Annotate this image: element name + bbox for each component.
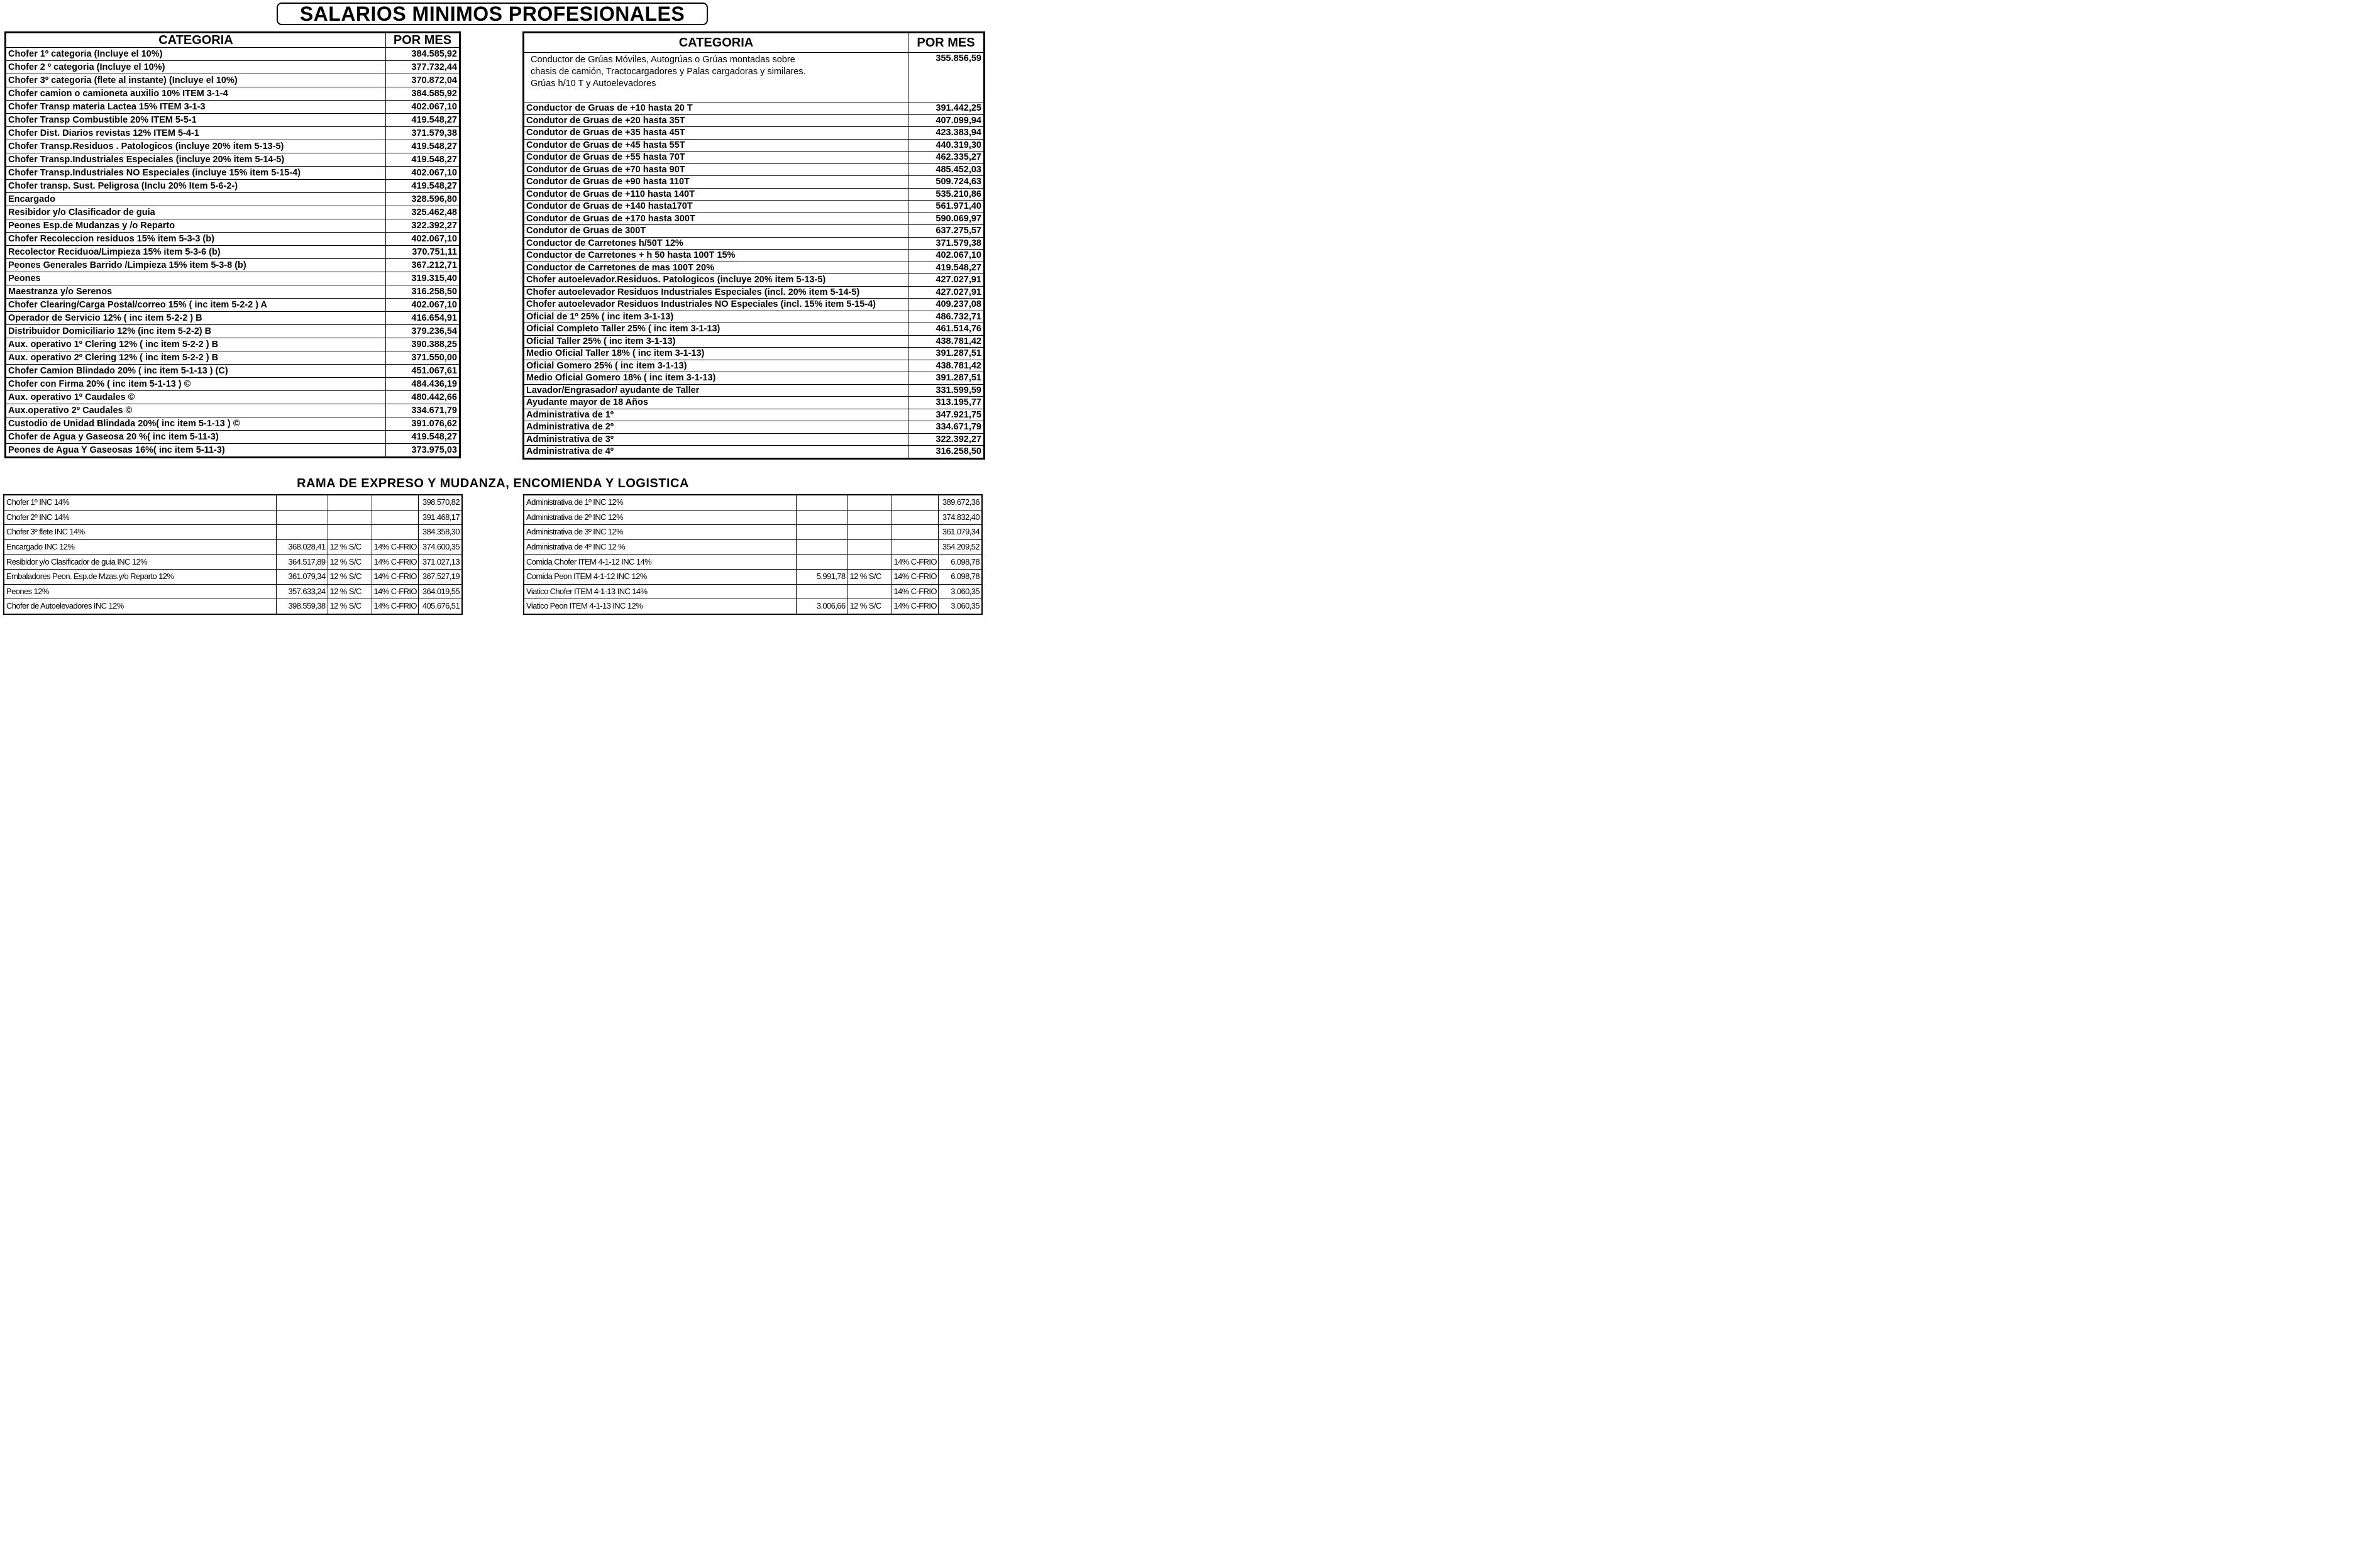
- salary-cell: 371.550,00: [386, 351, 460, 365]
- category-cell: Peones de Agua Y Gaseosas 16%( inc item 5-11-3): [6, 444, 386, 458]
- table-row: [524, 152, 985, 164]
- table-row: [524, 127, 985, 140]
- category-cell: Condutor de Gruas de +170 hasta 300T: [524, 213, 908, 225]
- table-row: [6, 101, 460, 114]
- table-row: [6, 444, 460, 458]
- per-month-header: POR MES: [386, 33, 460, 48]
- category-cell: Condutor de Gruas de +55 hasta 70T: [524, 152, 908, 164]
- salary-cell: 484.436,19: [386, 378, 460, 391]
- salary-cell: 485.452,03: [908, 163, 985, 176]
- salary-cell: 391.076,62: [386, 417, 460, 431]
- base-value-cell: 357.633,24: [276, 584, 328, 599]
- sc-percent-cell: [847, 539, 892, 555]
- cfrio-percent-cell: [892, 525, 938, 540]
- salary-cell: 402.067,10: [386, 101, 460, 114]
- sc-percent-cell: 12 % S/C: [328, 599, 372, 614]
- table-row: [6, 114, 460, 127]
- sc-percent-cell: [847, 510, 892, 525]
- salary-cell: 328.596,80: [386, 193, 460, 206]
- table-row: [524, 311, 985, 323]
- category-cell: Administrativa de 1º INC 12%: [524, 495, 796, 510]
- base-value-cell: 398.559,38: [276, 599, 328, 614]
- category-cell: Administrativa de 2º: [524, 421, 908, 434]
- table-row: [6, 338, 460, 351]
- category-cell: Chofer de Autoelevadores INC 12%: [4, 599, 276, 614]
- table-row: [6, 140, 460, 153]
- table-row: [4, 539, 462, 555]
- section-subtitle: RAMA DE EXPRESO Y MUDANZA, ENCOMIENDA Y LOGISTICA: [297, 477, 689, 490]
- category-cell: Condutor de Gruas de +35 hasta 45T: [524, 127, 908, 140]
- salary-cell: 367.527,19: [418, 569, 462, 584]
- table-row: [524, 299, 985, 311]
- salary-cell: 402.067,10: [908, 250, 985, 262]
- category-cell: Chofer autoelevador Residuos Industriales NO Especiales (incl. 15% item 5-15-4): [524, 299, 908, 311]
- salary-cell: 6.098,78: [938, 569, 982, 584]
- sc-percent-cell: 12 % S/C: [847, 599, 892, 614]
- salary-cell: 419.548,27: [386, 431, 460, 444]
- category-cell: Maestranza y/o Serenos: [6, 285, 386, 299]
- salary-cell: 331.599,59: [908, 384, 985, 397]
- category-cell: Comida Chofer ITEM 4-1-12 INC 14%: [524, 555, 796, 570]
- table-row: [6, 219, 460, 233]
- salary-cell: 637.275,57: [908, 225, 985, 238]
- table-row: [524, 176, 985, 189]
- category-cell: Aux. operativo 2º Clering 12% ( inc item 5-2-2 ) B: [6, 351, 386, 365]
- category-cell: Chofer 1º INC 14%: [4, 495, 276, 510]
- cfrio-percent-cell: 14% C-FRIO: [892, 555, 938, 570]
- table-row: [524, 539, 982, 555]
- table-row: [6, 167, 460, 180]
- table-row: [524, 525, 982, 540]
- table-row: [4, 599, 462, 614]
- table-row: [6, 391, 460, 404]
- table-row: [524, 188, 985, 201]
- category-cell: Conductor de Gruas de +10 hasta 20 T: [524, 102, 908, 115]
- base-value-cell: [796, 555, 847, 570]
- category-cell: Chofer transp. Sust. Peligrosa (Inclu 20% Item 5-6-2-): [6, 180, 386, 193]
- category-cell: Operador de Servicio 12% ( inc item 5-2-2 ) B: [6, 312, 386, 325]
- salary-cell: 423.383,94: [908, 127, 985, 140]
- category-cell: Recolector Reciduoa/Limpieza 15% item 5-3-6 (b): [6, 246, 386, 259]
- table-row: [6, 74, 460, 87]
- category-cell: Oficial Taller 25% ( inc item 3-1-13): [524, 335, 908, 348]
- per-month-header: POR MES: [908, 33, 985, 53]
- salary-cell: 438.781,42: [908, 360, 985, 372]
- table-row: [6, 431, 460, 444]
- cfrio-percent-cell: 14% C-FRIO: [892, 569, 938, 584]
- sc-percent-cell: [847, 555, 892, 570]
- crane-description-value: 355.856,59: [908, 53, 985, 102]
- category-cell: Condutor de Gruas de +20 hasta 35T: [524, 114, 908, 127]
- table-row: [6, 246, 460, 259]
- category-cell: Chofer autoelevador Residuos Industriales Especiales (incl. 20% item 5-14-5): [524, 286, 908, 299]
- base-value-cell: [276, 510, 328, 525]
- table-row: [524, 397, 985, 409]
- base-value-cell: [276, 525, 328, 540]
- table-row: [524, 286, 985, 299]
- category-cell: Ayudante mayor de 18 Años: [524, 397, 908, 409]
- salary-cell: 373.975,03: [386, 444, 460, 458]
- salary-cell: 371.027,13: [418, 555, 462, 570]
- table-row: [4, 495, 462, 510]
- salary-cell: 402.067,10: [386, 233, 460, 246]
- salary-cell: 371.579,38: [908, 237, 985, 250]
- table-row: [524, 446, 985, 459]
- category-cell: Chofer Transp.Industriales NO Especiales (incluye 15% item 5-15-4): [6, 167, 386, 180]
- table-row: [524, 201, 985, 213]
- category-cell: Medio Oficial Gomero 18% ( inc item 3-1-13): [524, 372, 908, 385]
- salary-cell: 391.468,17: [418, 510, 462, 525]
- category-cell: Chofer 3º flete INC 14%: [4, 525, 276, 540]
- table-row: [4, 569, 462, 584]
- table-row: [524, 250, 985, 262]
- table-row: [524, 213, 985, 225]
- base-value-cell: 5.991,78: [796, 569, 847, 584]
- salary-cell: 419.548,27: [386, 180, 460, 193]
- crane-description: Conductor de Grúas Móviles, Autogrúas o Grúas montadas sobre chasis de camión, Tractocargadores y Palas cargadoras y similares. Grúas h/10 T y Autoelevadores: [524, 53, 908, 102]
- table-row: [524, 262, 985, 274]
- table-row: [6, 325, 460, 338]
- table-row: [524, 237, 985, 250]
- sc-percent-cell: [328, 495, 372, 510]
- salary-cell: 419.548,27: [386, 140, 460, 153]
- salary-cell: 361.079,34: [938, 525, 982, 540]
- base-value-cell: [796, 495, 847, 510]
- category-cell: Aux. operativo 1º Clering 12% ( inc item 5-2-2 ) B: [6, 338, 386, 351]
- table-row: [524, 555, 982, 570]
- table-row: [524, 102, 985, 115]
- cfrio-percent-cell: 14% C-FRIO: [372, 555, 418, 570]
- salary-cell: 371.579,38: [386, 127, 460, 140]
- sc-percent-cell: [847, 525, 892, 540]
- table-row: [524, 348, 985, 360]
- sc-percent-cell: 12 % S/C: [328, 569, 372, 584]
- category-cell: Administrativa de 1º: [524, 409, 908, 421]
- category-cell: Peones 12%: [4, 584, 276, 599]
- category-cell: Aux. operativo 1º Caudales ©: [6, 391, 386, 404]
- category-cell: Chofer Camion Blindado 20% ( inc item 5-1-13 ) (C): [6, 365, 386, 378]
- salary-cell: 419.548,27: [908, 262, 985, 274]
- table-row: [6, 193, 460, 206]
- category-cell: Chofer Transp.Industriales Especiales (incluye 20% item 5-14-5): [6, 153, 386, 167]
- salary-cell: 347.921,75: [908, 409, 985, 421]
- salary-cell: 390.388,25: [386, 338, 460, 351]
- left-salary-table: [4, 31, 461, 458]
- sc-percent-cell: 12 % S/C: [847, 569, 892, 584]
- category-cell: Administrativa de 4º: [524, 446, 908, 459]
- category-cell: Encargado: [6, 193, 386, 206]
- category-cell: Resibidor y/o Clasificador de guia: [6, 206, 386, 219]
- salary-cell: 405.676,51: [418, 599, 462, 614]
- category-cell: Chofer 1º categoria (Incluye el 10%): [6, 48, 386, 61]
- salary-cell: 370.751,11: [386, 246, 460, 259]
- table-row: [524, 225, 985, 238]
- category-cell: Chofer 3º categoria (flete al instante) (Incluye el 10%): [6, 74, 386, 87]
- salary-cell: 427.027,91: [908, 286, 985, 299]
- salary-cell: 6.098,78: [938, 555, 982, 570]
- category-cell: Chofer camion o camioneta auxilio 10% ITEM 3-1-4: [6, 87, 386, 101]
- table-row: [524, 421, 985, 434]
- cfrio-percent-cell: [372, 495, 418, 510]
- category-cell: Medio Oficial Taller 18% ( inc item 3-1-13): [524, 348, 908, 360]
- category-cell: Administrativa de 2º INC 12%: [524, 510, 796, 525]
- table-row: [524, 384, 985, 397]
- sc-percent-cell: 12 % S/C: [328, 555, 372, 570]
- table-row: [6, 61, 460, 74]
- cfrio-percent-cell: 14% C-FRIO: [372, 584, 418, 599]
- sc-percent-cell: [328, 510, 372, 525]
- table-row: [524, 584, 982, 599]
- category-cell: Viatico Chofer ITEM 4-1-13 INC 14%: [524, 584, 796, 599]
- category-cell: Resibidor y/o Clasificador de guia INC 12%: [4, 555, 276, 570]
- salary-cell: 384.585,92: [386, 87, 460, 101]
- cfrio-percent-cell: 14% C-FRIO: [372, 569, 418, 584]
- category-cell: Conductor de Carretones de mas 100T 20%: [524, 262, 908, 274]
- table-row: [6, 259, 460, 272]
- category-cell: Chofer Transp.Residuos . Patologicos (incluye 20% item 5-13-5): [6, 140, 386, 153]
- table-row: [524, 163, 985, 176]
- table-row: [6, 48, 460, 61]
- category-cell: Distribuidor Domiciliario 12% (inc item 5-2-2) B: [6, 325, 386, 338]
- category-cell: Lavador/Engrasador/ ayudante de Taller: [524, 384, 908, 397]
- table-row: [6, 299, 460, 312]
- sc-percent-cell: [847, 584, 892, 599]
- category-cell: Peones Esp.de Mudanzas y /o Reparto: [6, 219, 386, 233]
- salary-cell: 384.358,30: [418, 525, 462, 540]
- category-cell: Comida Peon ITEM 4-1-12 INC 12%: [524, 569, 796, 584]
- category-cell: Peones: [6, 272, 386, 285]
- table-row: [6, 312, 460, 325]
- category-cell: Conductor de Carretones + h 50 hasta 100T 15%: [524, 250, 908, 262]
- category-cell: Custodio de Unidad Blindada 20%( inc item 5-1-13 ) ©: [6, 417, 386, 431]
- category-cell: Chofer Recoleccion residuos 15% item 5-3-3 (b): [6, 233, 386, 246]
- category-cell: Conductor de Carretones h/50T 12%: [524, 237, 908, 250]
- salary-cell: 379.236,54: [386, 325, 460, 338]
- table-row: [524, 335, 985, 348]
- category-header: CATEGORIA: [524, 33, 908, 53]
- category-cell: Condutor de Gruas de +45 hasta 55T: [524, 139, 908, 152]
- cfrio-percent-cell: [892, 539, 938, 555]
- table-row: [4, 584, 462, 599]
- salary-cell: 322.392,27: [386, 219, 460, 233]
- table-row: [6, 365, 460, 378]
- salary-cell: 407.099,94: [908, 114, 985, 127]
- category-cell: Condutor de Gruas de +110 hasta 140T: [524, 188, 908, 201]
- salary-cell: 319.315,40: [386, 272, 460, 285]
- table-row: [6, 127, 460, 140]
- base-value-cell: [796, 510, 847, 525]
- table-row: [6, 351, 460, 365]
- category-cell: Chofer Clearing/Carga Postal/correo 15% ( inc item 5-2-2 ) A: [6, 299, 386, 312]
- salary-cell: 391.442,25: [908, 102, 985, 115]
- salary-cell: 402.067,10: [386, 167, 460, 180]
- category-cell: Peones Generales Barrido /Limpieza 15% item 5-3-8 (b): [6, 259, 386, 272]
- salary-cell: 427.027,91: [908, 274, 985, 287]
- category-cell: Chofer 2 º categoria (Incluye el 10%): [6, 61, 386, 74]
- salary-cell: 398.570,82: [418, 495, 462, 510]
- table-row: [524, 360, 985, 372]
- salary-cell: 354.209,52: [938, 539, 982, 555]
- salary-cell: 461.514,76: [908, 323, 985, 336]
- table-row: [6, 285, 460, 299]
- table-row: [524, 114, 985, 127]
- table-row: [524, 409, 985, 421]
- salary-cell: 374.832,40: [938, 510, 982, 525]
- base-value-cell: 364.517,89: [276, 555, 328, 570]
- cfrio-percent-cell: 14% C-FRIO: [372, 539, 418, 555]
- category-cell: Oficial Gomero 25% ( inc item 3-1-13): [524, 360, 908, 372]
- right-salary-table: [522, 31, 985, 460]
- salary-cell: 438.781,42: [908, 335, 985, 348]
- salary-cell: 402.067,10: [386, 299, 460, 312]
- salary-cell: 316.258,50: [386, 285, 460, 299]
- category-cell: Chofer Transp materia Lactea 15% ITEM 3-1-3: [6, 101, 386, 114]
- category-cell: Encargado INC 12%: [4, 539, 276, 555]
- base-value-cell: [276, 495, 328, 510]
- cfrio-percent-cell: [892, 510, 938, 525]
- base-value-cell: 361.079,34: [276, 569, 328, 584]
- category-cell: Chofer Transp Combustible 20% ITEM 5-5-1: [6, 114, 386, 127]
- table-row: [6, 233, 460, 246]
- table-row: [4, 510, 462, 525]
- table-row: [524, 274, 985, 287]
- salary-cell: 409.237,08: [908, 299, 985, 311]
- cfrio-percent-cell: 14% C-FRIO: [892, 599, 938, 614]
- salary-cell: 451.067,61: [386, 365, 460, 378]
- table-row: [6, 180, 460, 193]
- salary-cell: 486.732,71: [908, 311, 985, 323]
- category-cell: Administrativa de 3º: [524, 433, 908, 446]
- salary-cell: 389.672,36: [938, 495, 982, 510]
- table-row: [6, 206, 460, 219]
- category-cell: Chofer autoelevador.Residuos. Patologicos (incluye 20% item 5-13-5): [524, 274, 908, 287]
- table-row: [524, 495, 982, 510]
- table-row: [6, 378, 460, 391]
- table-row: [6, 87, 460, 101]
- salary-cell: 509.724,63: [908, 176, 985, 189]
- salary-cell: 322.392,27: [908, 433, 985, 446]
- salary-cell: 391.287,51: [908, 372, 985, 385]
- category-cell: Oficial de 1º 25% ( inc item 3-1-13): [524, 311, 908, 323]
- category-cell: Condutor de Gruas de +70 hasta 90T: [524, 163, 908, 176]
- salary-cell: 384.585,92: [386, 48, 460, 61]
- category-cell: Condutor de Gruas de +90 hasta 110T: [524, 176, 908, 189]
- category-cell: Chofer 2º INC 14%: [4, 510, 276, 525]
- category-cell: Embaladores Peon. Esp.de Mzas.y/o Reparto 12%: [4, 569, 276, 584]
- sc-percent-cell: 12 % S/C: [328, 539, 372, 555]
- salary-cell: 334.671,79: [386, 404, 460, 417]
- table-row: [6, 404, 460, 417]
- table-row: [6, 272, 460, 285]
- salary-cell: 364.019,55: [418, 584, 462, 599]
- salary-cell: 3.060,35: [938, 584, 982, 599]
- sc-percent-cell: 12 % S/C: [328, 584, 372, 599]
- cfrio-percent-cell: 14% C-FRIO: [372, 599, 418, 614]
- category-cell: Viatico Peon ITEM 4-1-13 INC 12%: [524, 599, 796, 614]
- table-row: [4, 525, 462, 540]
- cfrio-percent-cell: [372, 525, 418, 540]
- base-value-cell: 368.028,41: [276, 539, 328, 555]
- table-row: [524, 433, 985, 446]
- category-header: CATEGORIA: [6, 33, 386, 48]
- cfrio-percent-cell: 14% C-FRIO: [892, 584, 938, 599]
- table-row: [4, 555, 462, 570]
- table-row: [6, 417, 460, 431]
- category-cell: Chofer con Firma 20% ( inc item 5-1-13 ) ©: [6, 378, 386, 391]
- salary-cell: 462.335,27: [908, 152, 985, 164]
- salary-cell: 561.971,40: [908, 201, 985, 213]
- salary-cell: 416.654,91: [386, 312, 460, 325]
- salary-cell: 374.600,35: [418, 539, 462, 555]
- salary-cell: 419.548,27: [386, 153, 460, 167]
- cfrio-percent-cell: [892, 495, 938, 510]
- salary-cell: 367.212,71: [386, 259, 460, 272]
- base-value-cell: [796, 539, 847, 555]
- salary-cell: 377.732,44: [386, 61, 460, 74]
- crane-description-row: [524, 53, 985, 102]
- base-value-cell: [796, 584, 847, 599]
- salary-cell: 590.069,97: [908, 213, 985, 225]
- category-cell: Administrativa de 3º INC 12%: [524, 525, 796, 540]
- table-row: [524, 372, 985, 385]
- salary-cell: 316.258,50: [908, 446, 985, 459]
- cfrio-percent-cell: [372, 510, 418, 525]
- sc-percent-cell: [847, 495, 892, 510]
- salary-cell: 313.195,77: [908, 397, 985, 409]
- table-header-row: [524, 33, 985, 53]
- salary-cell: 480.442,66: [386, 391, 460, 404]
- salary-cell: 334.671,79: [908, 421, 985, 434]
- category-cell: Aux.operativo 2º Caudales ©: [6, 404, 386, 417]
- bottom-right-table: [523, 494, 983, 615]
- category-cell: Chofer Dist. Diarios revistas 12% ITEM 5-4-1: [6, 127, 386, 140]
- salary-cell: 370.872,04: [386, 74, 460, 87]
- page-title: SALARIOS MINIMOS PROFESIONALES: [277, 3, 708, 25]
- table-row: [524, 510, 982, 525]
- salary-cell: 391.287,51: [908, 348, 985, 360]
- category-cell: Oficial Completo Taller 25% ( inc item 3-1-13): [524, 323, 908, 336]
- table-row: [524, 323, 985, 336]
- salary-cell: 419.548,27: [386, 114, 460, 127]
- salary-cell: 535.210,86: [908, 188, 985, 201]
- bottom-left-table: [3, 494, 463, 615]
- table-header-row: [6, 33, 460, 48]
- category-cell: Administrativa de 4º INC 12 %: [524, 539, 796, 555]
- table-row: [524, 569, 982, 584]
- table-row: [524, 139, 985, 152]
- base-value-cell: 3.006,66: [796, 599, 847, 614]
- category-cell: Condutor de Gruas de +140 hasta170T: [524, 201, 908, 213]
- table-row: [6, 153, 460, 167]
- category-cell: Chofer de Agua y Gaseosa 20 %( inc item 5-11-3): [6, 431, 386, 444]
- salary-cell: 325.462,48: [386, 206, 460, 219]
- category-cell: Condutor de Gruas de 300T: [524, 225, 908, 238]
- salary-cell: 440.319,30: [908, 139, 985, 152]
- salary-cell: 3.060,35: [938, 599, 982, 614]
- table-row: [524, 599, 982, 614]
- sc-percent-cell: [328, 525, 372, 540]
- base-value-cell: [796, 525, 847, 540]
